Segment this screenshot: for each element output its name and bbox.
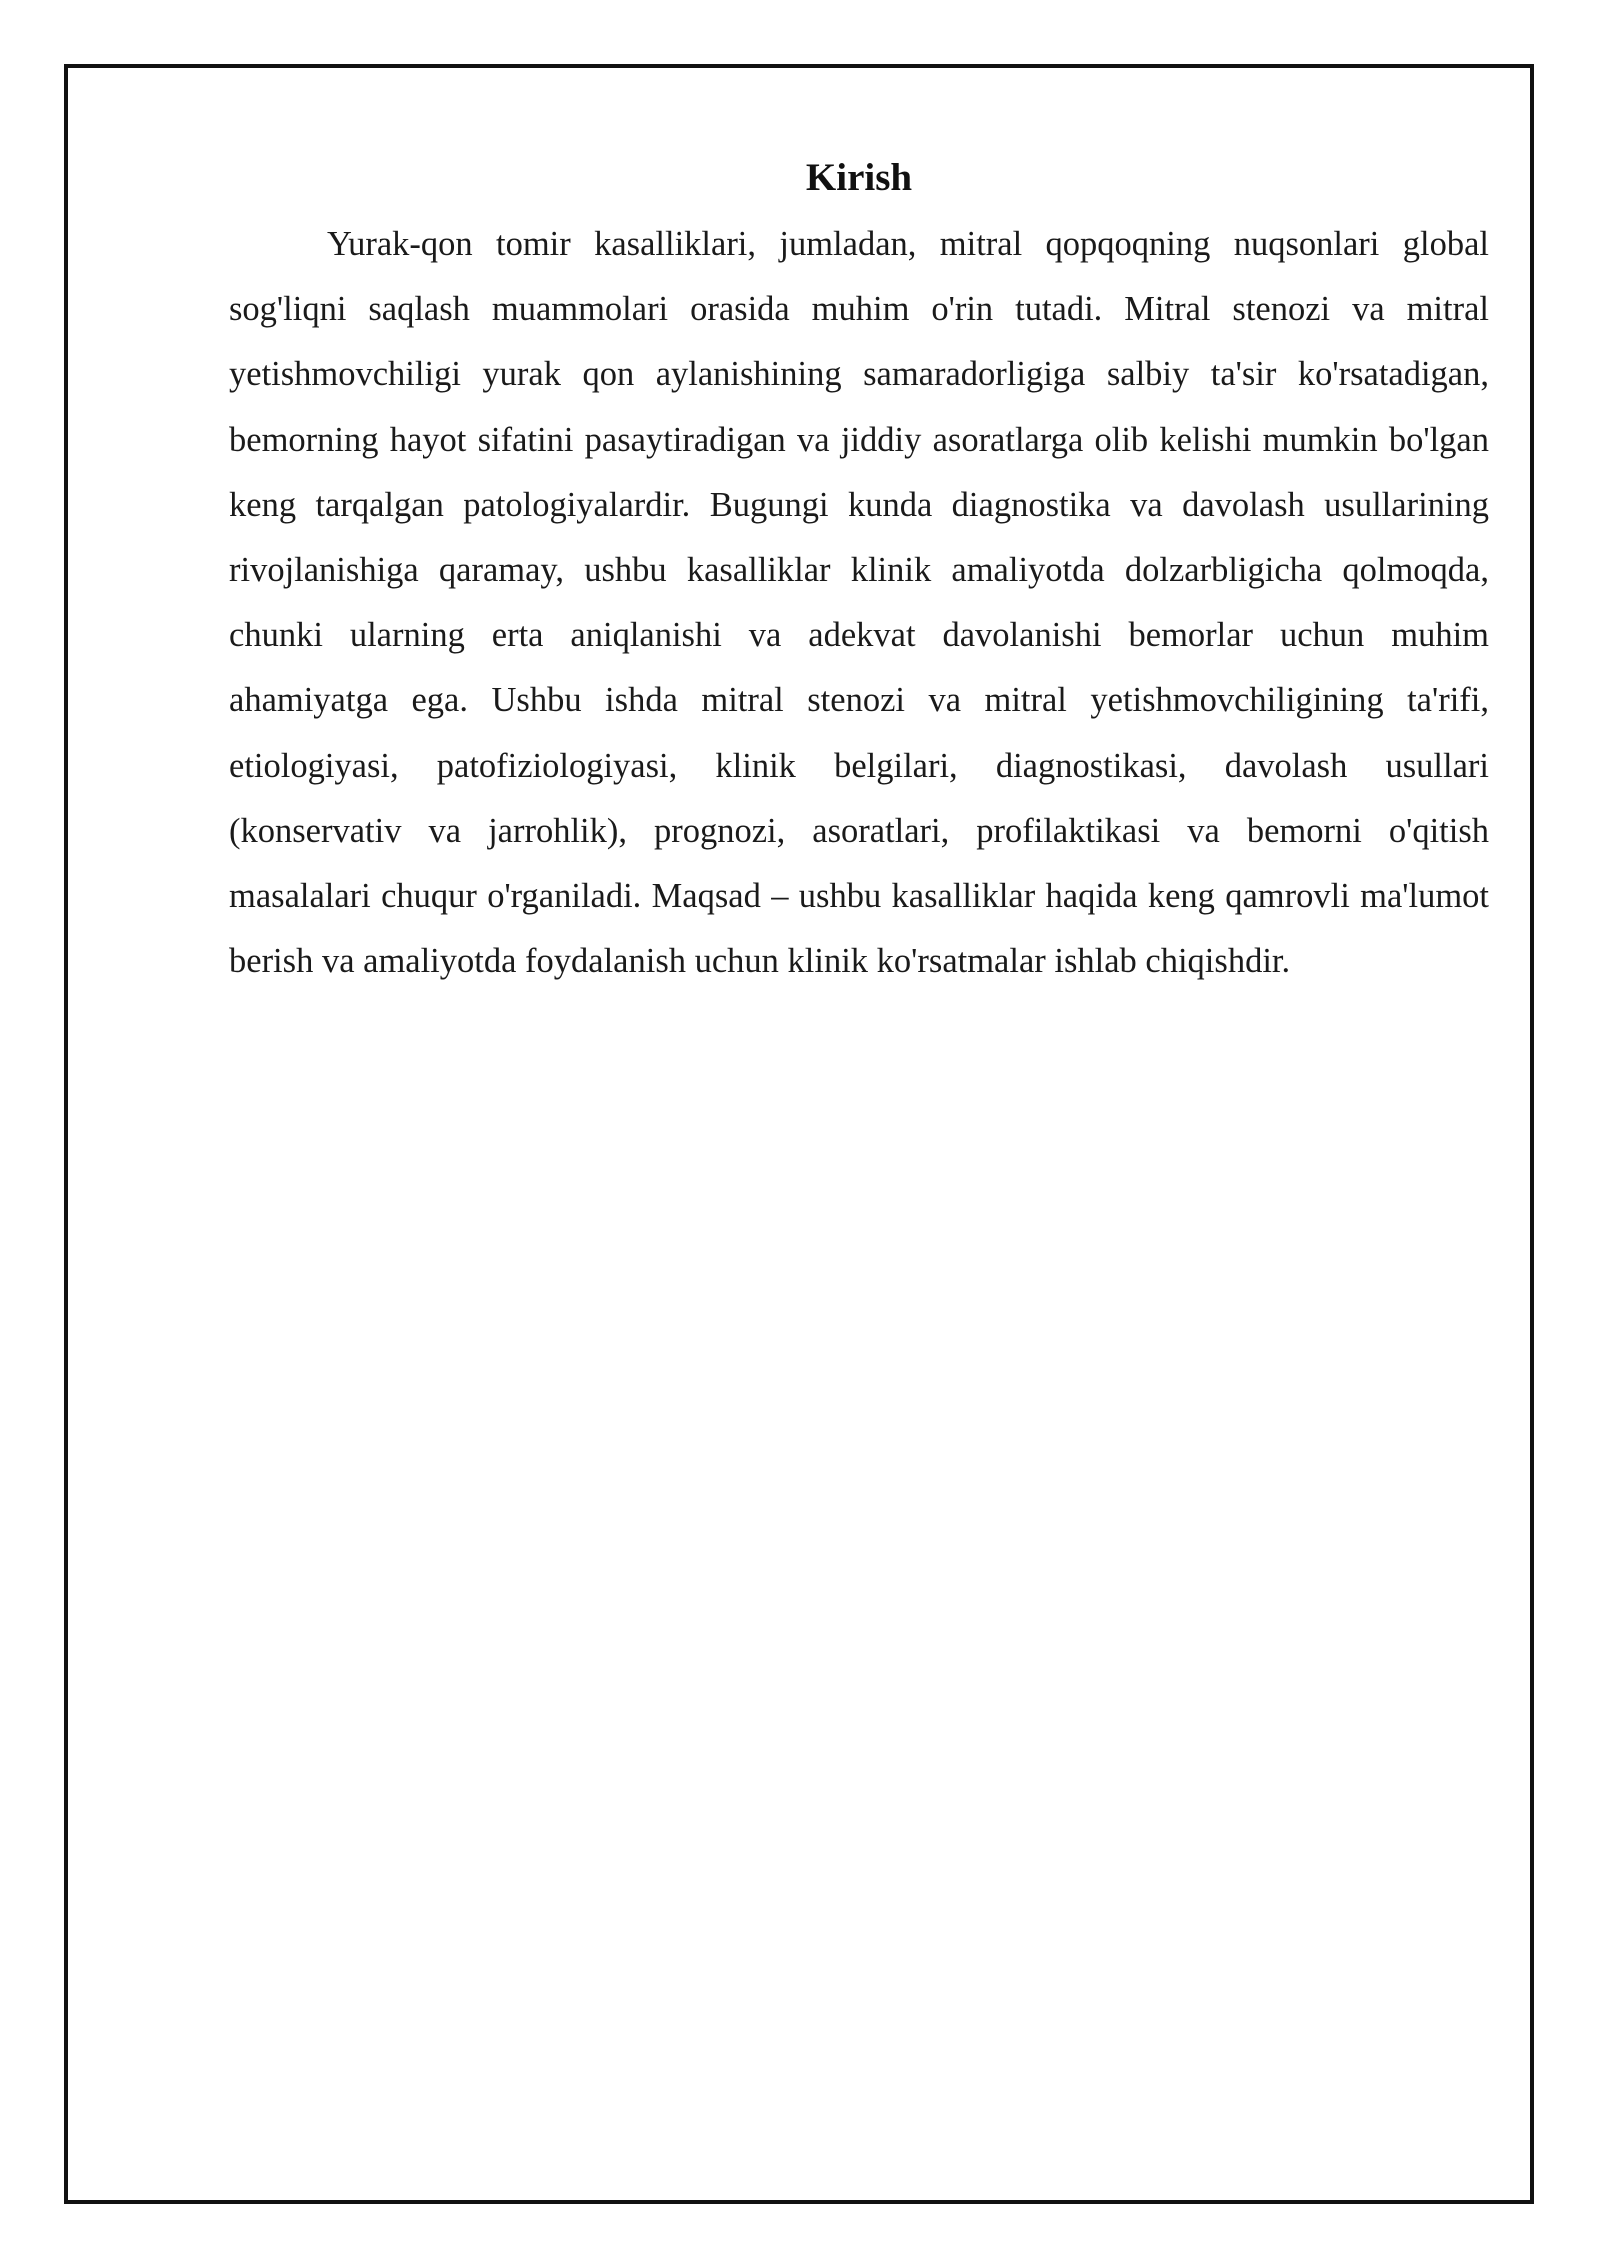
intro-paragraph: Yurak-qon tomir kasalliklari, jumladan, mitral qopqoqning nuqsonlari global sog'liqni saqlash muammolari orasida muhim o'rin tutadi. Mitral stenozi va mitral yetishmovchiligi yurak qon aylanishining samaradorligiga salbiy ta'sir ko'rsatadigan, bemorning hayot sifatini pasaytiradigan va jiddiy asoratlarga olib kelishi mumkin bo'lgan keng tarqalgan patologiyalardir. Bugungi kunda diagnostika va davolash usullarining rivojlanishiga qaramay, ushbu kasalliklar klinik amaliyotda dolzarbligicha qolmoqda, chunki ularning erta aniqlanishi va adekvat davolanishi bemorlar uchun muhim ahamiyatga ega. Ushbu ishda mitral stenozi va mitral yetishmovchiligining ta'rifi, etiologiyasi, patofiziologiyasi, klinik belgilari, diagnostikasi, davolash usullari (konservativ va jarrohlik), prognozi, asoratlari, profilaktikasi va bemorni o'qitish masalalari chuqur o'rganiladi. Maqsad – ushbu kasalliklar haqida keng qamrovli ma'lumot berish va amaliyotda foydalanish uchun klinik ko'rsatmalar ishlab chiqishdir. xyxy=(229,225,1489,981)
document-content xyxy=(229,150,1489,994)
section-title: Kirish xyxy=(805,156,913,199)
